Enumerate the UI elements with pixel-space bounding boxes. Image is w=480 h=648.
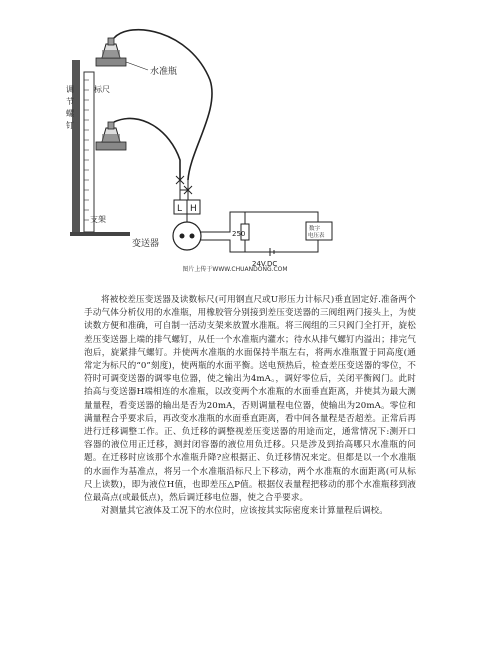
circuit-wires <box>201 212 318 252</box>
tube-upper <box>114 30 212 180</box>
lower-water-bottle <box>96 122 126 150</box>
label-adjust-1: 调 <box>66 85 74 94</box>
transmitter-body <box>173 200 201 250</box>
label-adjust-2: 节 <box>66 97 74 106</box>
body-text <box>84 294 416 518</box>
label-support: 支架 <box>90 215 106 224</box>
label-adjust-4: 钉 <box>66 121 74 130</box>
label-ruler: 标尺 <box>94 85 110 94</box>
label-adjust-3: 螺 <box>66 109 74 118</box>
label-H: H <box>190 204 197 214</box>
label-resistor: 250 <box>232 230 246 238</box>
three-valve-manifold <box>176 176 192 200</box>
paragraph-2: 对测量其它液体及工况下的水位时，应该按其实际密度来计算量程后调校。 <box>101 506 388 517</box>
figure-caption: 图片上传于WWW.CHUANDONG.COM <box>182 266 288 273</box>
paragraph-1: 将被校差压变送器及读数标尺(可用钢直尺或U形压力计标尺)垂直固定好.准备两个手动气体分析仪用的水准瓶，用橡胶管分别接到差压变送器的三阀组两门接头上，为使读数方便和准确，可自制一活动支架来放置水准瓶。将三阀组的三只阀门全打开，旋松差压变送器上端的排气螺钉，从任一个水准瓶内灌水；待水从排气螺钉内溢出；排完气泡后，旋紧排气螺钉。并使两水准瓶的水面保持半瓶左右，将两水准瓶置于同高度(通常定为标尺的“0”刻度)，使两瓶的水面平衡。送电预热后，检查差压变送器的零位，不符时可调变送器的调零电位器，使之输出为4mA。，调好零位后，关闭平衡阀门。此时抬高与变送器H端相连的水准瓶，以改变两个水准瓶的水面垂直距离，并使其为最大测量量程，看变送器的输出是否为20mA，否则调量程电位器，使输出为20mA。零位和满量程合乎要求后，再改变水准瓶的水面垂直距离，看中间各量程是否超差。正常后再进行迁移调整工作。正、负迁移的调整视差压变送器的用途而定，通常情况下:测开口容器的液位用正迁移，测封闭容器的液位用负迁移。只是涉及到抬高哪只水准瓶的问题。在迁移时应该那个水准瓶升降?应根据正、负迁移情况来定。但都是以一个水准瓶的水面作为基准点，将另一个水准瓶沿标尺上下移动，两个水准瓶的水面距离(可从标尺上读数)，即为液位H值，也即差压△P值。根据仪表量程把移动的那个水准瓶移到液位最高点(或最低点)，然后调迁移电位器，使之合乎要求。 <box>84 295 416 504</box>
diagram-svg <box>66 0 370 272</box>
upper-water-bottle <box>96 38 126 66</box>
label-water-bottle: 水准瓶 <box>150 67 178 77</box>
label-transmitter: 变送器 <box>132 239 160 249</box>
label-display-2: 电压表 <box>308 233 325 239</box>
label-power: 24V.DC <box>252 260 278 268</box>
label-display-1: 数字 <box>309 226 321 232</box>
support-base <box>70 232 130 236</box>
ruler-bar <box>84 72 94 232</box>
label-L: L <box>177 204 183 214</box>
calibration-diagram <box>66 0 370 272</box>
